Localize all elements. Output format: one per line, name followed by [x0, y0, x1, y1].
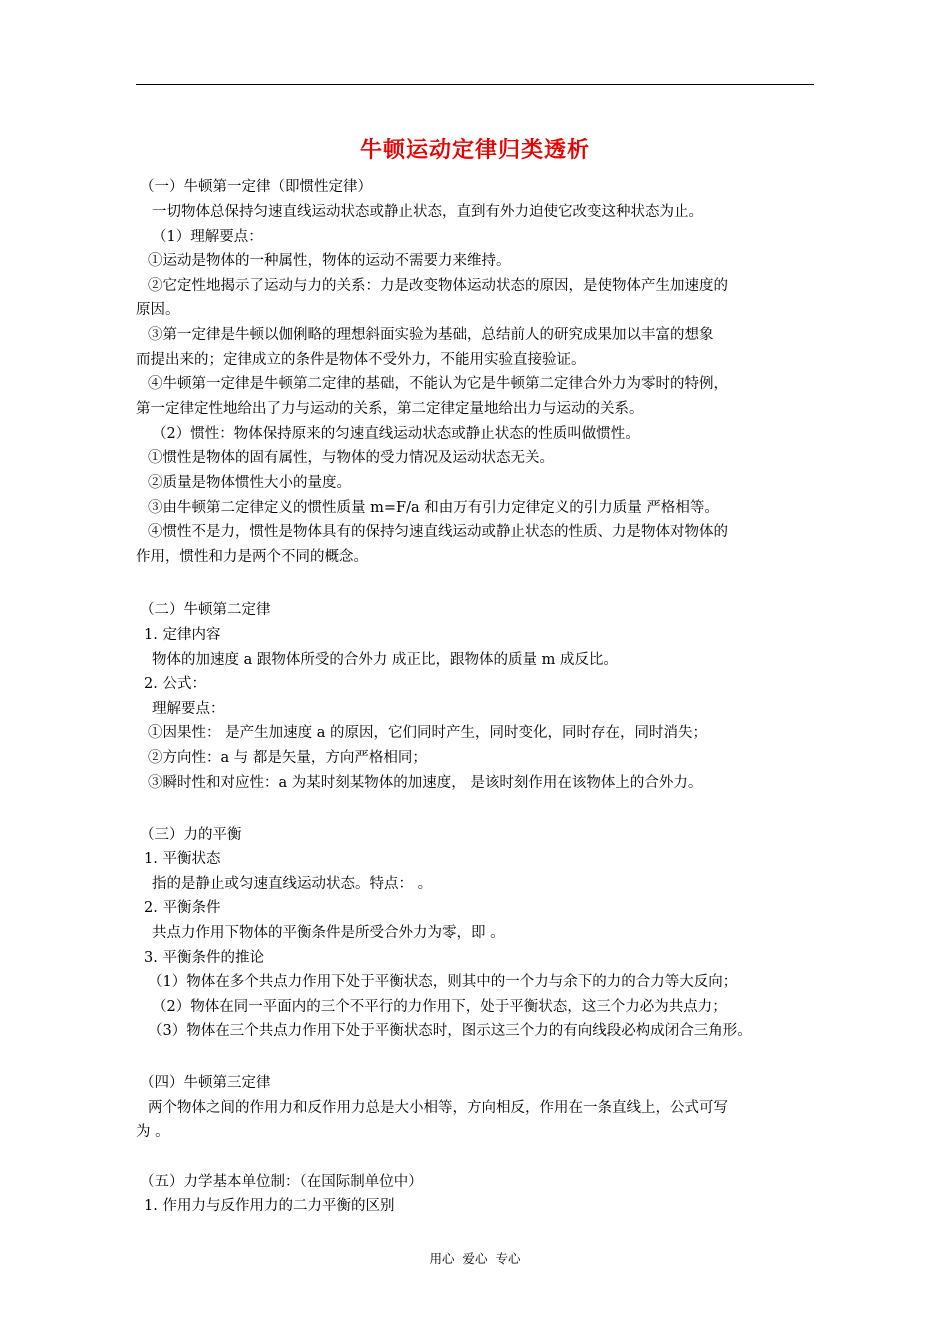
page-footer: 用心 爱心 专心	[429, 1251, 521, 1266]
paragraph-line: 理解要点：	[152, 701, 225, 717]
paragraph-line: ①惯性是物体的固有属性，与物体的受力情况及运动状态无关。	[148, 450, 554, 466]
paragraph-line: ④牛顿第一定律是牛顿第二定律的基础，不能认为它是牛顿第二定律合外力为零时的特例，	[148, 376, 728, 392]
section-heading: （三）力的平衡	[140, 827, 242, 843]
paragraph-line: 两个物体之间的作用力和反作用力总是大小相等，方向相反，作用在一条直线上，公式可写	[148, 1100, 728, 1116]
subheading: （2）惯性：物体保持原来的匀速直线运动状态或静止状态的性质叫做惯性。	[152, 426, 640, 442]
subheading: （1）理解要点：	[152, 229, 263, 245]
subheading: 2. 平衡条件	[144, 900, 221, 916]
page-title: 牛顿运动定律归类透析	[359, 138, 590, 163]
paragraph-line: 第一定律定性地给出了力与运动的关系，第二定律定量地给出力与运动的关系。	[136, 401, 644, 417]
paragraph-line: ④惯性不是力，惯性是物体具有的保持匀速直线运动或静止状态的性质、力是物体对物体的	[148, 524, 728, 540]
paragraph-line: 作用，惯性和力是两个不同的概念。	[136, 549, 368, 565]
paragraph-line: ③瞬时性和对应性：a 为某时刻某物体的加速度， 是该时刻作用在该物体上的合外力。	[148, 775, 703, 791]
paragraph-line: ②它定性地揭示了运动与力的关系：力是改变物体运动状态的原因，是使物体产生加速度的	[148, 278, 728, 294]
section-heading: （二）牛顿第二定律	[140, 602, 271, 618]
subheading: 3. 平衡条件的推论	[144, 950, 264, 966]
paragraph-line: ②方向性：a 与 都是矢量，方向严格相同；	[148, 750, 427, 766]
paragraph-line: （1）物体在多个共点力作用下处于平衡状态，则其中的一个力与余下的力的合力等大反向；	[148, 974, 738, 990]
paragraph-line: 指的是静止或匀速直线运动状态。特点： 。	[152, 876, 433, 892]
paragraph-line: （3）物体在三个共点力作用下处于平衡状态时，图示这三个力的有向线段必构成闭合三角形。	[148, 1023, 752, 1039]
section-heading: （五）力学基本单位制：（在国际制单位中）	[140, 1174, 423, 1190]
paragraph-line: ③由牛顿第二定律定义的惯性质量 m=F/a 和由万有引力定律定义的引力质量 严格相等。	[148, 500, 719, 516]
paragraph-line: 而提出来的；定律成立的条件是物体不受外力，不能用实验直接验证。	[136, 352, 586, 368]
header-rule	[136, 84, 814, 85]
paragraph-line: 为 。	[136, 1124, 170, 1140]
section-heading: （四）牛顿第三定律	[140, 1075, 271, 1091]
paragraph-line: 物体的加速度 a 跟物体所受的合外力 成正比，跟物体的质量 m 成反比。	[152, 652, 618, 668]
paragraph-line: ①因果性： 是产生加速度 a 的原因，它们同时产生，同时变化，同时存在，同时消失；	[148, 725, 707, 741]
paragraph-line: （2）物体在同一平面内的三个不平行的力作用下，处于平衡状态，这三个力必为共点力；	[152, 999, 727, 1015]
paragraph-line: 一切物体总保持匀速直线运动状态或静止状态，直到有外力迫使它改变这种状态为止。	[152, 204, 703, 220]
paragraph-line: 共点力作用下物体的平衡条件是所受合外力为零，即 。	[152, 925, 505, 941]
section-heading: （一）牛顿第一定律（即惯性定律）	[140, 179, 372, 195]
subheading: 1. 作用力与反作用力的二力平衡的区别	[144, 1198, 395, 1214]
paragraph-line: ①运动是物体的一种属性，物体的运动不需要力来维持。	[148, 253, 511, 269]
subheading: 1. 定律内容	[144, 627, 221, 643]
subheading: 1. 平衡状态	[144, 851, 221, 867]
paragraph-line: ②质量是物体惯性大小的量度。	[148, 475, 351, 491]
paragraph-line: ③第一定律是牛顿以伽俐略的理想斜面实验为基础，总结前人的研究成果加以丰富的想象	[148, 327, 714, 343]
paragraph-line: 原因。	[136, 302, 180, 318]
subheading: 2. 公式：	[144, 676, 206, 692]
